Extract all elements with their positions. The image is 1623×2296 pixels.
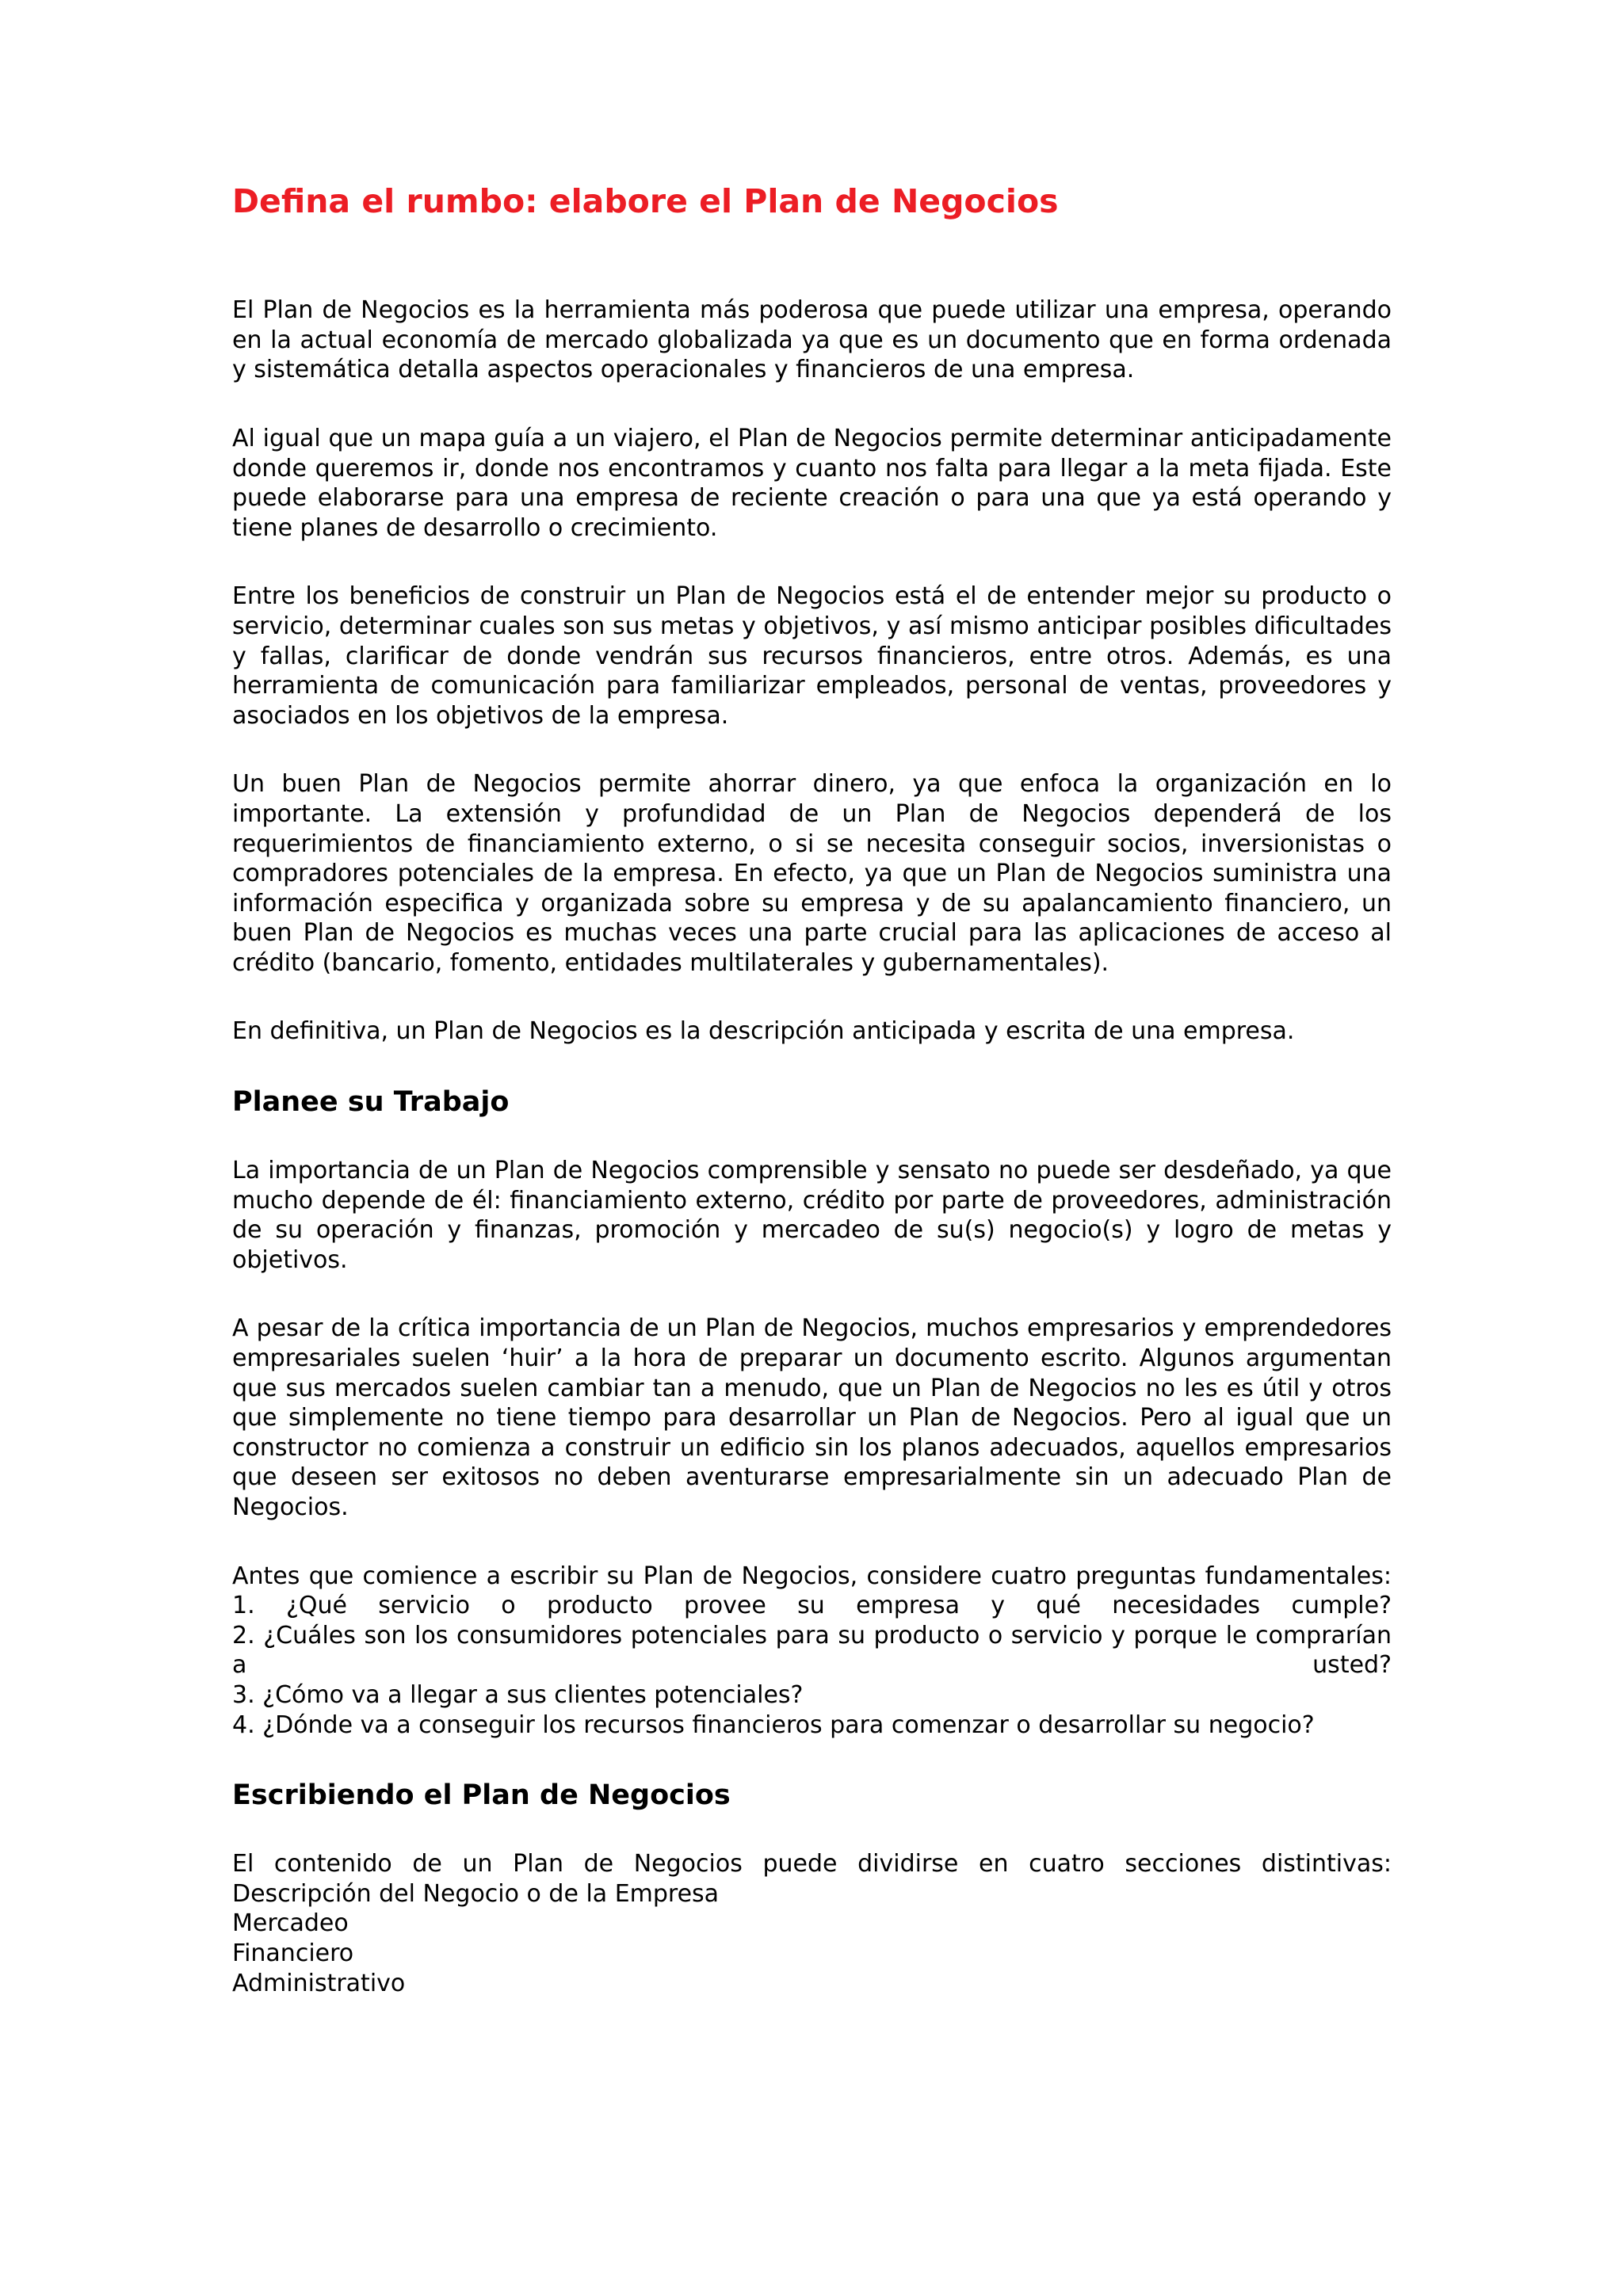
questions-block xyxy=(232,1562,1392,1741)
spacer xyxy=(232,221,1392,296)
section-item: Descripción del Negocio o de la Empresa xyxy=(232,1879,720,1908)
document-page xyxy=(232,182,1392,1998)
question-item: 2. ¿Cuáles son los consumidores potenciales para su producto o servicio y porque le comprarían a usted? xyxy=(232,1621,1392,1680)
paragraph: Entre los beneficios de construir un Plan de Negocios está el de entender mejor su producto o servicio, determinar cuales son sus metas y objetivos, y así mismo anticipar posibles dificultades y fallas, clarificar de donde vendrán sus recursos financieros, entre otros. Además, es una herramienta de comunicación para familiarizar empleados, personal de ventas, proveedores y asociados en los objetivos de la empresa. xyxy=(232,582,1392,730)
paragraph: En definitiva, un Plan de Negocios es la descripción anticipada y escrita de una empresa. xyxy=(232,1017,1295,1046)
question-item: 3. ¿Cómo va a llegar a sus clientes potenciales? xyxy=(232,1680,804,1709)
page-title: Defina el rumbo: elabore el Plan de Negocios xyxy=(232,182,1059,220)
question-item: 1. ¿Qué servicio o producto provee su empresa y qué necesidades cumple? xyxy=(232,1592,1392,1620)
section-item: Administrativo xyxy=(232,1969,406,1997)
paragraph: El Plan de Negocios es la herramienta más poderosa que puede utilizar una empresa, operando en la actual economía de mercado globalizada ya que es un documento que en forma ordenada y sistemática detalla aspectos operacionales y financieros de una empresa. xyxy=(232,296,1392,384)
section-heading-planee: Planee su Trabajo xyxy=(232,1086,510,1119)
sections-list xyxy=(232,1849,1392,1998)
question-item: 4. ¿Dónde va a conseguir los recursos financieros para comenzar o desarrollar su negocio? xyxy=(232,1711,1315,1739)
questions-intro: Antes que comience a escribir su Plan de Negocios, considere cuatro preguntas fundamentales: xyxy=(232,1562,1392,1590)
paragraph: Un buen Plan de Negocios permite ahorrar dinero, ya que enfoca la organización en lo importante. La extensión y profundidad de un Plan de Negocios dependerá de los requerimientos de financiamiento externo, o si se necesita conseguir socios, inversionistas o compradores potenciales de la empresa. En efecto, ya que un Plan de Negocios suministra una información especifica y organizada sobre su empresa y de su apalancamiento financiero, un buen Plan de Negocios es muchas veces una parte crucial para las aplicaciones de acceso al crédito (bancario, fomento, entidades multilaterales y gubernamentales). xyxy=(232,770,1392,977)
sections-intro: El contenido de un Plan de Negocios puede dividirse en cuatro secciones distintivas: xyxy=(232,1850,1392,1878)
section-item: Financiero xyxy=(232,1939,354,1967)
paragraph: A pesar de la crítica importancia de un Plan de Negocios, muchos empresarios y emprendedores empresariales suelen ‘huir’ a la hora de preparar un documento escrito. Algunos argumentan que sus mercados suelen cambiar tan a menudo, que un Plan de Negocios no les es útil y otros que simplemente no tiene tiempo para desarrollar un Plan de Negocios. Pero al igual que un constructor no comienza a construir un edificio sin los planos adecuados, aquellos empresarios que deseen ser exitosos no deben aventurarse empresarialmente sin un adecuado Plan de Negocios. xyxy=(232,1314,1392,1521)
paragraph: Al igual que un mapa guía a un viajero, el Plan de Negocios permite determinar anticipadamente donde queremos ir, donde nos encontramos y cuanto nos falta para llegar a la meta fijada. Este puede elaborarse para una empresa de reciente creación o para una que ya está operando y tiene planes de desarrollo o crecimiento. xyxy=(232,424,1392,542)
section-item: Mercadeo xyxy=(232,1909,349,1938)
section-heading-escribiendo: Escribiendo el Plan de Negocios xyxy=(232,1779,731,1812)
paragraph: La importancia de un Plan de Negocios comprensible y sensato no puede ser desdeñado, ya que mucho depende de él: financiamiento externo, crédito por parte de proveedores, administración de su operación y finanzas, promoción y mercadeo de su(s) negocio(s) y logro de metas y objetivos. xyxy=(232,1157,1392,1274)
